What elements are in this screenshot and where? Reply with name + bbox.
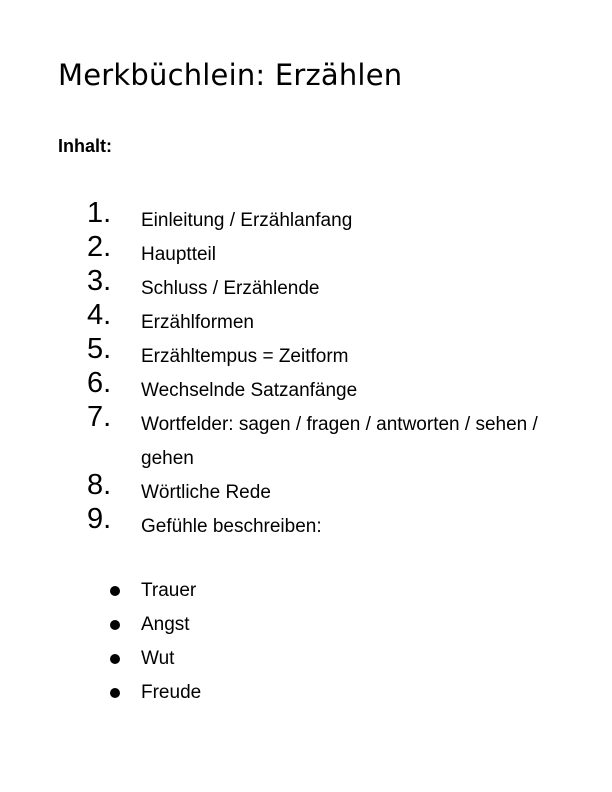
list-item <box>0 368 612 402</box>
list-item <box>0 402 612 470</box>
bullet-item <box>0 574 612 608</box>
list-item-number: 8. <box>87 469 112 501</box>
list-item-number: 6. <box>87 367 112 399</box>
bullet-dot-icon <box>110 688 120 698</box>
bullet-item <box>0 608 612 642</box>
list-item-number: 1. <box>87 197 112 229</box>
list-item <box>0 266 612 300</box>
list-item-number: 4. <box>87 299 112 331</box>
list-item-text: Hauptteil <box>141 244 216 265</box>
bullet-item-text: Trauer <box>141 580 197 601</box>
bullet-item-text: Angst <box>141 614 190 635</box>
bullet-item <box>0 642 612 676</box>
bullet-item-text: Freude <box>141 682 202 703</box>
list-item-number: 5. <box>87 333 112 365</box>
list-item-text: Gefühle beschreiben: <box>141 516 322 537</box>
list-item-text: Wechselnde Satzanfänge <box>141 380 358 401</box>
list-item-text: Erzähltempus = Zeitform <box>141 346 349 367</box>
bullet-dot-icon <box>110 620 120 630</box>
list-item-number: 9. <box>87 503 112 535</box>
list-item <box>0 504 612 538</box>
list-item-text: Wörtliche Rede <box>141 482 271 503</box>
list-item-number: 2. <box>87 231 112 263</box>
page-title: Merkbüchlein: Erzählen <box>58 58 403 92</box>
list-item-number: 7. <box>87 401 112 433</box>
list-item-text: Erzählformen <box>141 312 254 333</box>
list-item-text: Schluss / Erzählende <box>141 278 320 299</box>
list-item-number: 3. <box>87 265 112 297</box>
list-item <box>0 198 612 232</box>
list-item-text: Einleitung / Erzählanfang <box>141 210 353 231</box>
list-item <box>0 232 612 266</box>
bullet-dot-icon <box>110 654 120 664</box>
bullet-list <box>0 574 612 710</box>
list-item <box>0 334 612 368</box>
bullet-item <box>0 676 612 710</box>
numbered-list <box>0 198 612 538</box>
list-item <box>0 470 612 504</box>
section-label: Inhalt: <box>58 136 112 156</box>
bullet-item-text: Wut <box>141 648 175 669</box>
list-item-text: Wortfelder: sagen / fragen / antworten / sehen / gehen <box>141 414 538 469</box>
list-item <box>0 300 612 334</box>
bullet-dot-icon <box>110 586 120 596</box>
